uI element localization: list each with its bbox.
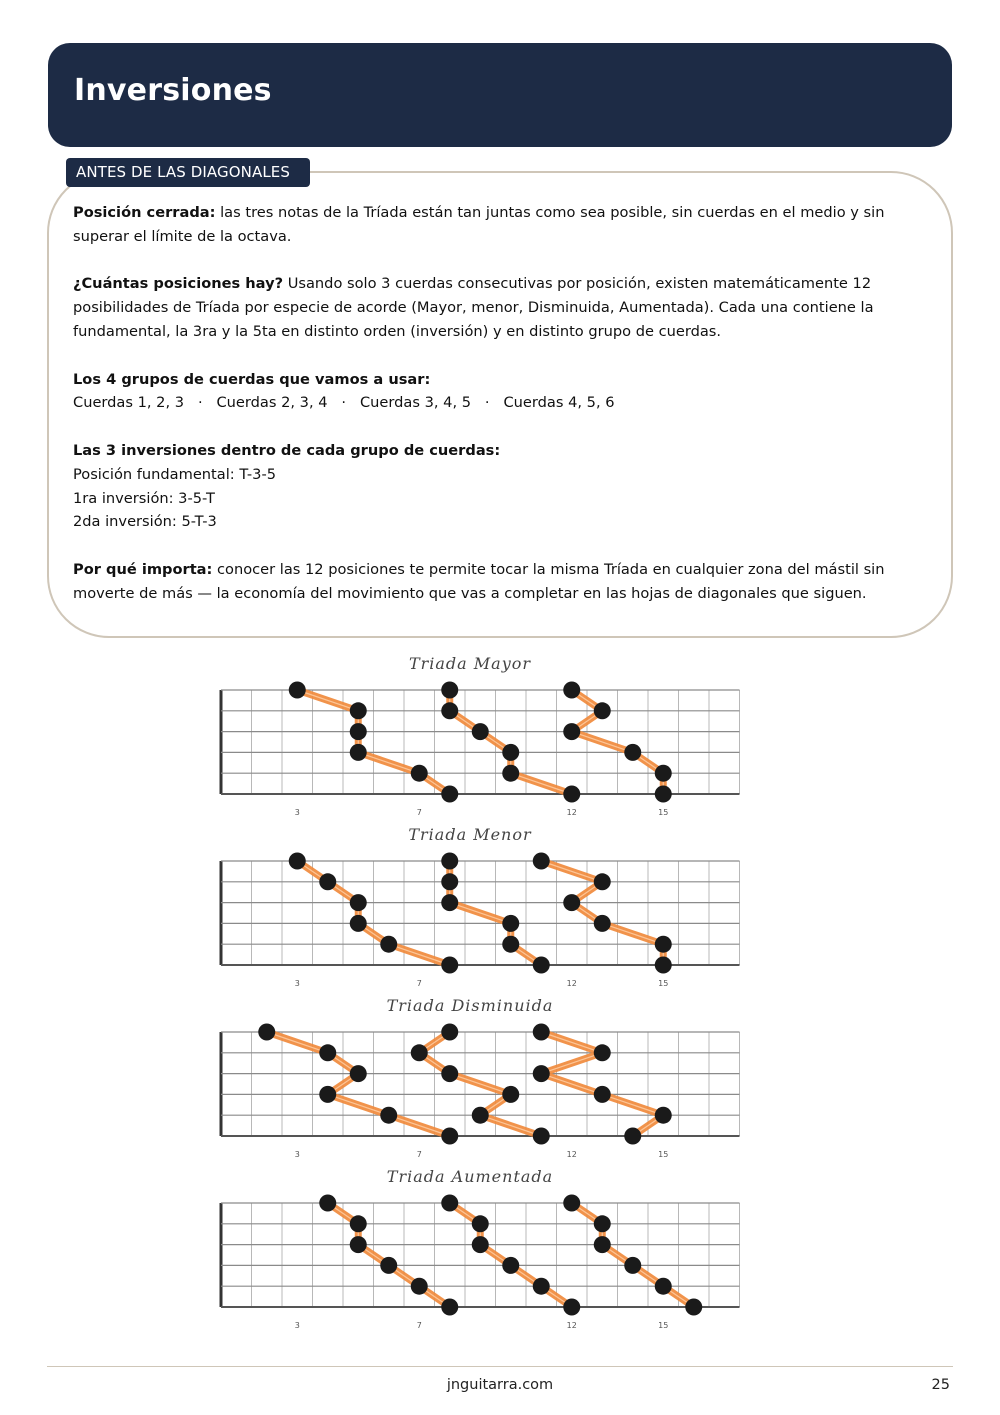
fret-marker-label: 15: [658, 979, 669, 988]
inversion-line: 1ra inversión: 3-5-T: [73, 489, 215, 507]
note-dot: [350, 915, 367, 932]
note-dot: [441, 853, 458, 870]
note-dot: [624, 1128, 641, 1145]
note-dot: [441, 682, 458, 699]
chart-title-aumentada: Triada Aumentada: [386, 1167, 554, 1186]
paragraph-why: [73, 558, 933, 606]
note-dot: [441, 894, 458, 911]
fret-marker-label: 15: [658, 1150, 669, 1159]
note-dot: [350, 1215, 367, 1232]
note-dot: [502, 744, 519, 761]
note-dot: [441, 957, 458, 974]
triad-path: [450, 1203, 572, 1307]
note-dot: [533, 1128, 550, 1145]
note-dot: [533, 1065, 550, 1082]
note-dot: [563, 1195, 580, 1212]
note-dot: [685, 1299, 702, 1316]
note-dot: [563, 1299, 580, 1316]
note-dot: [441, 1299, 458, 1316]
paragraph-closed-position: [73, 201, 933, 249]
note-dot: [441, 1024, 458, 1041]
paragraph-string-groups: [73, 368, 933, 416]
fret-marker-label: 12: [566, 808, 577, 817]
inversion-line: Posición fundamental: T-3-5: [73, 465, 277, 483]
note-dot: [594, 1215, 611, 1232]
note-dot: [594, 1236, 611, 1253]
note-dot: [655, 786, 672, 803]
note-dot: [350, 894, 367, 911]
note-dot: [594, 873, 611, 890]
inversion-line: 2da inversión: 5-T-3: [73, 513, 217, 531]
note-dot: [441, 1065, 458, 1082]
note-dot: [502, 915, 519, 932]
text-string-groups: Cuerdas 1, 2, 3 · Cuerdas 2, 3, 4 · Cuerdas 3, 4, 5 · Cuerdas 4, 5, 6: [73, 394, 615, 412]
note-dot: [624, 744, 641, 761]
fret-marker-label: 3: [294, 1150, 300, 1159]
note-dot: [350, 1236, 367, 1253]
note-dot: [655, 765, 672, 782]
note-dot: [411, 1044, 428, 1061]
page-title: Inversiones: [74, 73, 272, 108]
note-dot: [411, 765, 428, 782]
paragraph-how-many: [73, 272, 933, 343]
fret-marker-label: 15: [658, 808, 669, 817]
note-dot: [350, 744, 367, 761]
note-dot: [319, 873, 336, 890]
note-dot: [472, 723, 489, 740]
note-dot: [502, 765, 519, 782]
text-how-many: Usando solo 3 cuerdas consecutivas por posición, existen matemáticamente 12 posibilidades de Tríada por especie de acorde (Mayor, menor, Disminuida, Aumentada). Cada una contiene la fundamental, la 3ra y la 5ta en distinto orden (inversión) y en distinto grupo de cuerdas.: [73, 275, 874, 340]
note-dot: [411, 1278, 428, 1295]
fretboard-mayor: [210, 680, 750, 820]
note-dot: [533, 957, 550, 974]
note-dot: [441, 1128, 458, 1145]
note-dot: [502, 936, 519, 953]
page-number: 25: [931, 1377, 950, 1393]
note-dot: [258, 1024, 275, 1041]
note-dot: [380, 1107, 397, 1124]
note-dot: [350, 723, 367, 740]
note-dot: [594, 1086, 611, 1103]
info-content: [73, 201, 933, 629]
note-dot: [594, 702, 611, 719]
note-dot: [655, 1278, 672, 1295]
note-dot: [533, 853, 550, 870]
fretboard-disminuida: [210, 1022, 750, 1162]
note-dot: [319, 1195, 336, 1212]
chart-title-disminuida: Triada Disminuida: [386, 996, 554, 1015]
fret-marker-label: 3: [294, 979, 300, 988]
label-closed-position: Posición cerrada:: [73, 204, 216, 221]
footer-site: jnguitarra.com: [446, 1377, 554, 1393]
fret-marker-label: 12: [566, 979, 577, 988]
note-dot: [441, 873, 458, 890]
note-dot: [655, 1107, 672, 1124]
note-dot: [655, 957, 672, 974]
fret-marker-label: 7: [416, 1150, 422, 1159]
triad-path: [572, 1203, 694, 1307]
text-why: conocer las 12 posiciones te permite tocar la misma Tríada en cualquier zona del mástil sin moverte de más — la economía del movimiento que vas a completar en las hojas de diagonales que siguen.: [73, 560, 885, 602]
note-dot: [594, 1044, 611, 1061]
fret-marker-label: 7: [416, 1321, 422, 1330]
fret-marker-label: 7: [416, 808, 422, 817]
chart-title-mayor: Triada Mayor: [408, 654, 532, 673]
note-dot: [289, 682, 306, 699]
page-header: [48, 43, 952, 147]
note-dot: [594, 915, 611, 932]
triad-path: [328, 1203, 450, 1307]
fretboard-menor: [210, 851, 750, 991]
note-dot: [380, 1257, 397, 1274]
fretboard-aumentada: [210, 1193, 750, 1333]
note-dot: [319, 1086, 336, 1103]
note-dot: [624, 1257, 641, 1274]
note-dot: [350, 702, 367, 719]
text-closed-position: las tres notas de la Tríada están tan juntas como sea posible, sin cuerdas en el medio y sin superar el límite de la octava.: [73, 204, 885, 245]
label-how-many: ¿Cuántas posiciones hay?: [73, 275, 284, 293]
note-dot: [502, 1257, 519, 1274]
section-tab: ANTES DE LAS DIAGONALES: [66, 158, 310, 187]
fret-marker-label: 3: [294, 1321, 300, 1330]
note-dot: [472, 1236, 489, 1253]
label-string-groups: Los 4 grupos de cuerdas que vamos a usar:: [73, 370, 431, 388]
fret-marker-label: 12: [566, 1321, 577, 1330]
chart-title-menor: Triada Menor: [408, 825, 532, 844]
note-dot: [472, 1215, 489, 1232]
note-dot: [655, 936, 672, 953]
note-dot: [319, 1044, 336, 1061]
fret-marker-label: 3: [294, 808, 300, 817]
note-dot: [441, 786, 458, 803]
footer-divider: [47, 1366, 953, 1367]
note-dot: [563, 723, 580, 740]
paragraph-inversions: [73, 439, 933, 534]
fret-marker-label: 7: [416, 979, 422, 988]
note-dot: [441, 702, 458, 719]
note-dot: [533, 1024, 550, 1041]
note-dot: [472, 1107, 489, 1124]
note-dot: [533, 1278, 550, 1295]
note-dot: [563, 682, 580, 699]
note-dot: [563, 786, 580, 803]
label-inversions: Las 3 inversiones dentro de cada grupo de cuerdas:: [73, 441, 501, 459]
label-why: Por qué importa:: [73, 560, 213, 578]
note-dot: [502, 1086, 519, 1103]
fret-marker-label: 12: [566, 1150, 577, 1159]
note-dot: [289, 853, 306, 870]
note-dot: [350, 1065, 367, 1082]
note-dot: [441, 1195, 458, 1212]
note-dot: [563, 894, 580, 911]
note-dot: [380, 936, 397, 953]
fret-marker-label: 15: [658, 1321, 669, 1330]
